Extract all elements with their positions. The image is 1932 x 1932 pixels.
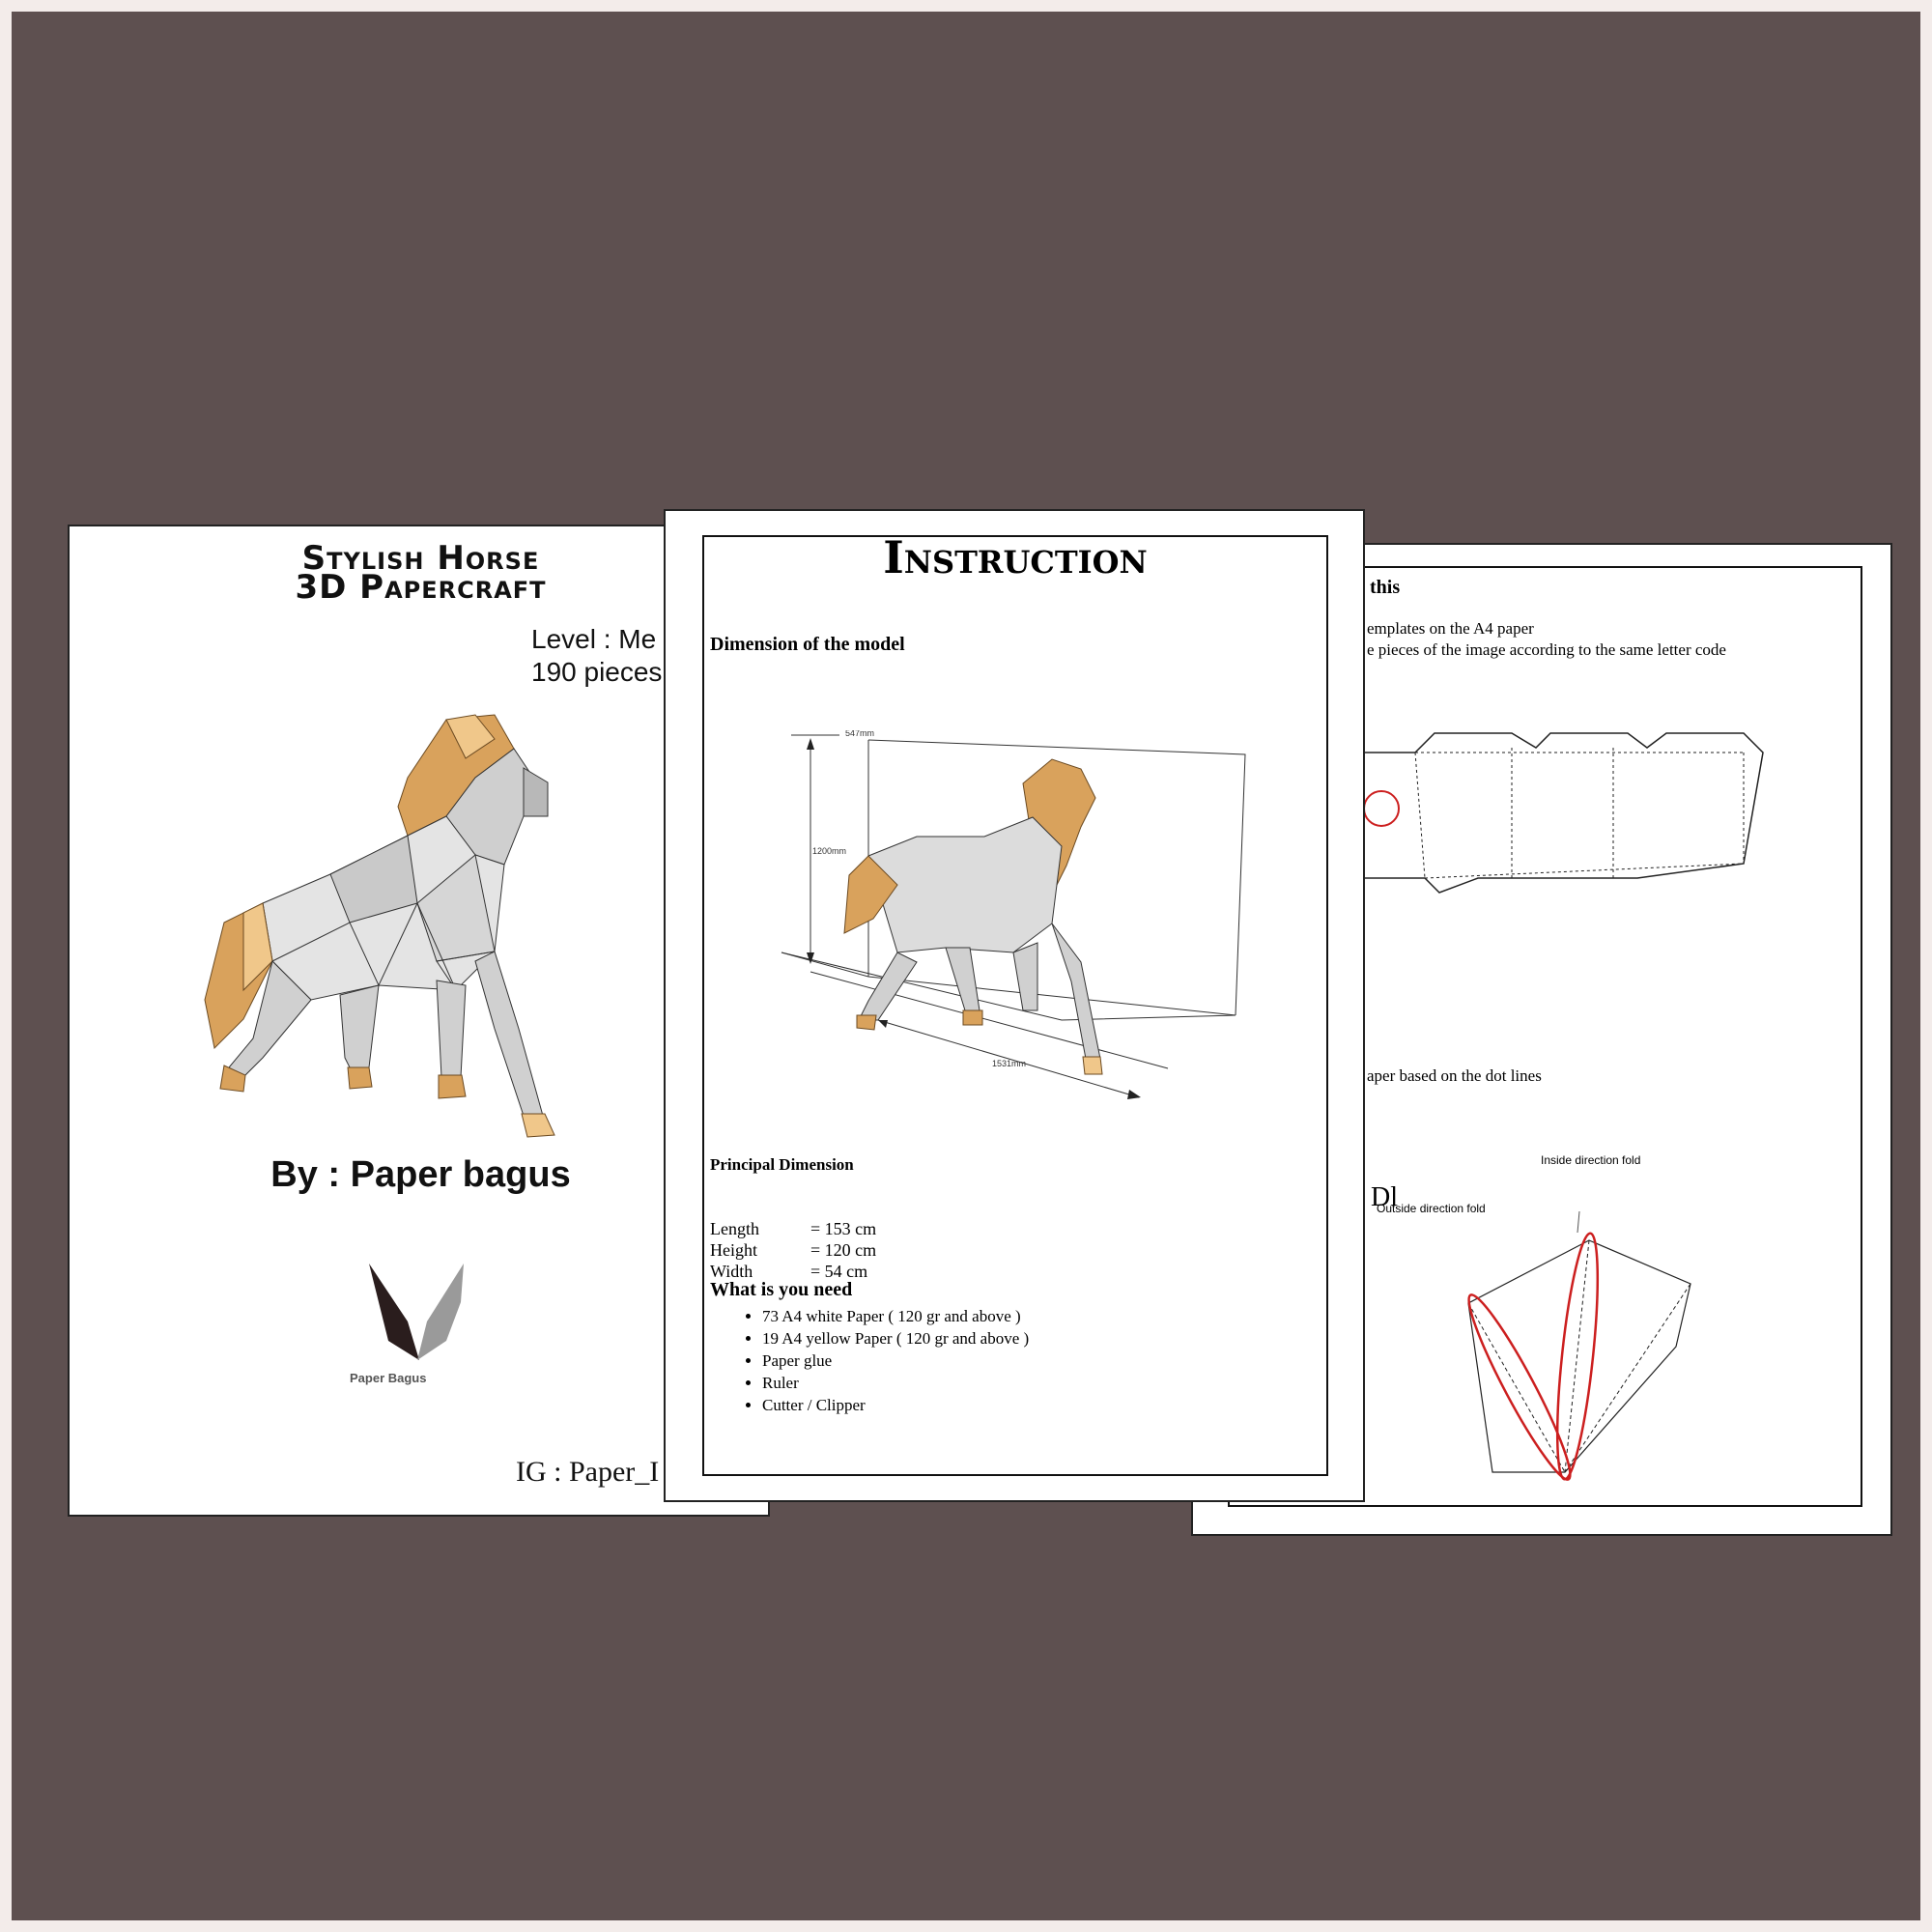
list-item: • Paper glue bbox=[762, 1350, 1029, 1372]
level-text: Level : Me bbox=[531, 624, 657, 654]
instruction-heading: Instruction bbox=[883, 531, 1148, 583]
cover-title-line1: Stylish Horse bbox=[301, 539, 540, 578]
fold-diagram bbox=[1454, 1182, 1802, 1501]
step-line-3: aper based on the dot lines bbox=[1367, 1066, 1542, 1085]
length-label: 1531mm bbox=[992, 1059, 1027, 1068]
template-piece-diagram bbox=[1357, 724, 1879, 955]
dimension-diagram bbox=[762, 730, 1303, 1175]
instagram-handle: IG : Paper_I bbox=[516, 1456, 660, 1488]
principal-dimension-heading: Principal Dimension bbox=[710, 1155, 854, 1174]
cover-title-line2: 3D Papercraft bbox=[295, 568, 547, 607]
paper-bagus-logo bbox=[369, 1264, 466, 1370]
dim-value: = 153 cm bbox=[810, 1219, 877, 1238]
dim-label: Length bbox=[710, 1219, 759, 1238]
list-item: • 73 A4 white Paper ( 120 gr and above ) bbox=[762, 1305, 1029, 1327]
dim-label: Height bbox=[710, 1240, 757, 1260]
list-item: • Cutter / Clipper bbox=[762, 1394, 1029, 1416]
outside-fold-label: Outside direction fold bbox=[1377, 1202, 1486, 1215]
depth-label: 547mm bbox=[845, 730, 875, 738]
inside-fold-label: Inside direction fold bbox=[1541, 1153, 1641, 1167]
dimension-heading: Dimension of the model bbox=[710, 634, 905, 655]
pieces-text: 190 pieces bbox=[531, 657, 663, 687]
needs-heading: What is you need bbox=[710, 1279, 853, 1300]
needs-list bbox=[733, 1305, 1029, 1416]
author-byline: By : Paper bagus bbox=[270, 1154, 571, 1195]
cover-meta bbox=[531, 623, 662, 689]
instruction-frame bbox=[702, 531, 1328, 1476]
height-label: 1200mm bbox=[812, 846, 847, 856]
dim-value: = 54 cm bbox=[810, 1262, 868, 1281]
dim-value: = 120 cm bbox=[810, 1240, 877, 1260]
step-line-1: emplates on the A4 paper bbox=[1367, 619, 1534, 638]
list-item: • 19 A4 yellow Paper ( 120 gr and above ) bbox=[762, 1327, 1029, 1350]
dimension-row-height bbox=[710, 1239, 876, 1261]
logo-text: Paper Bagus bbox=[350, 1371, 427, 1385]
dimension-list bbox=[710, 1218, 876, 1282]
list-item: • Ruler bbox=[762, 1372, 1029, 1394]
dim-label: Width bbox=[710, 1262, 753, 1281]
piece-code-label: Dl bbox=[1371, 1182, 1398, 1212]
horse-illustration bbox=[185, 710, 726, 1164]
step-line-2: e pieces of the image according to the same letter code bbox=[1367, 640, 1726, 659]
dimension-row-length bbox=[710, 1218, 876, 1239]
steps-heading: this bbox=[1370, 577, 1401, 598]
instruction-page bbox=[664, 509, 1365, 1502]
